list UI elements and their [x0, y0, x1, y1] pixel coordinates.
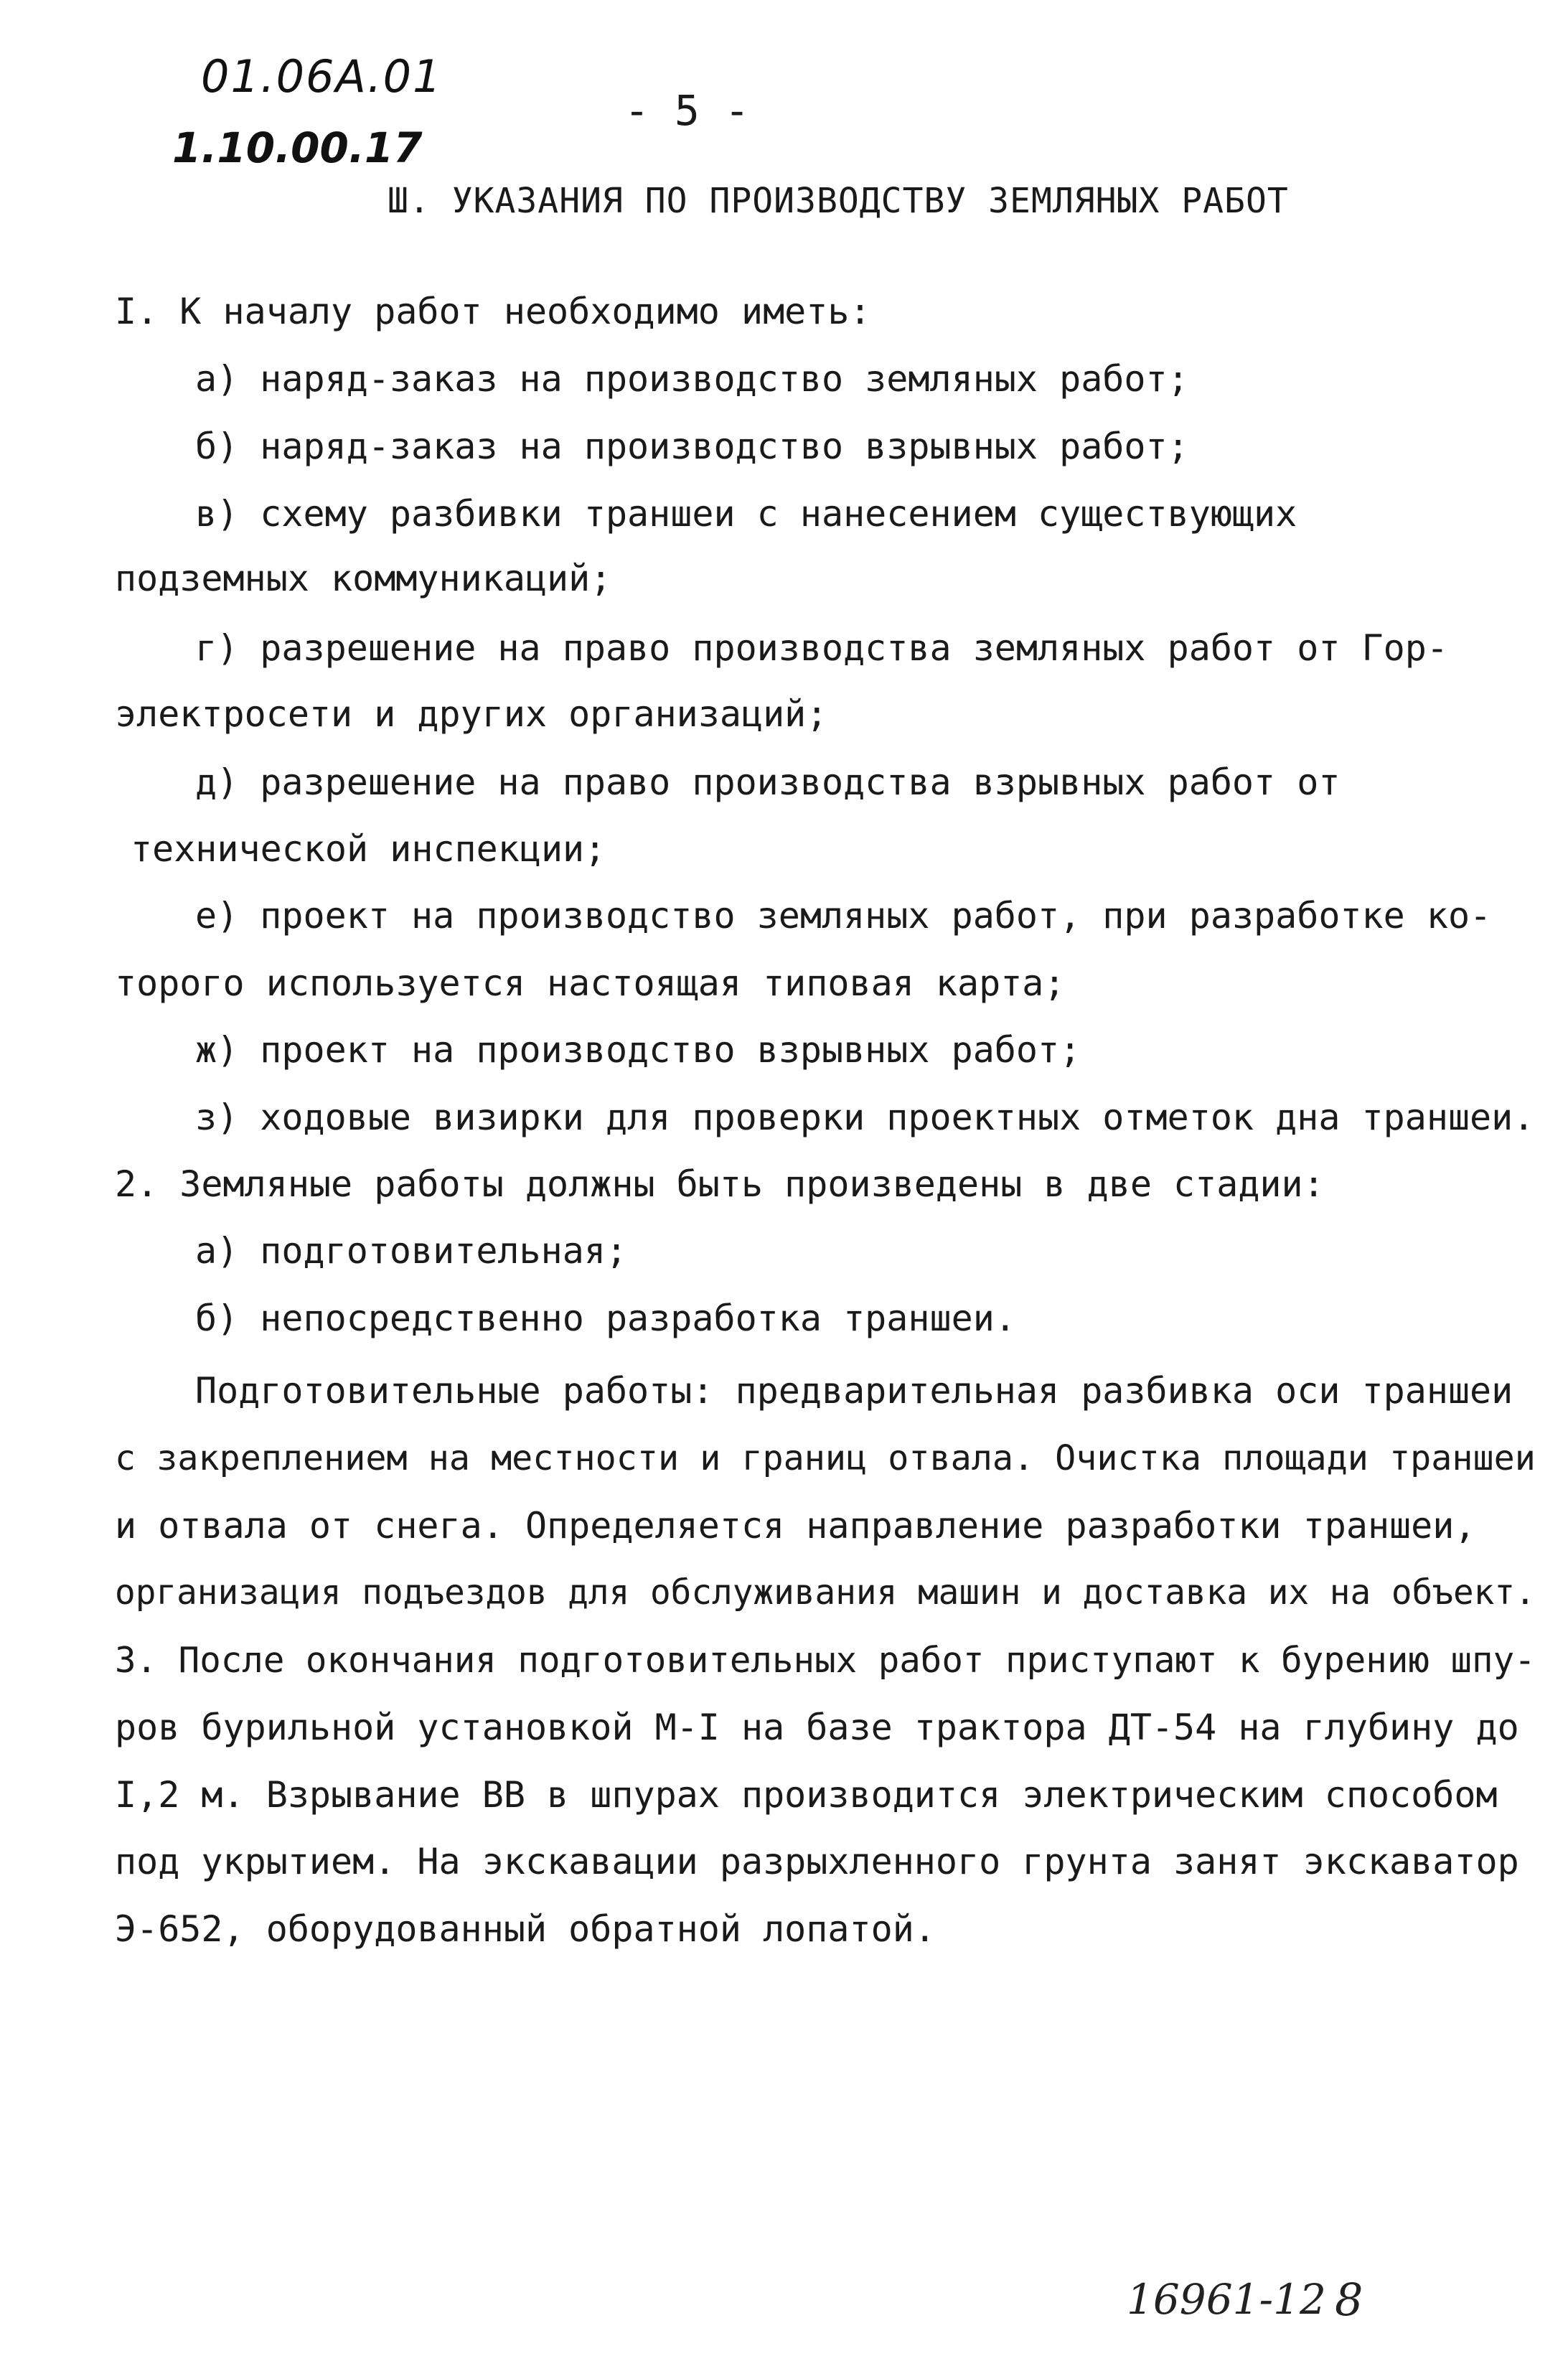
text-line: ров бурильной установкой М-I на базе трактора ДТ-54 на глубину до [115, 1707, 1519, 1748]
text-line: торого используется настоящая типовая карта; [115, 962, 1066, 1004]
text-line: Э-652, оборудованный обратной лопатой. [115, 1908, 936, 1950]
text-line: I. К началу работ необходимо иметь: [115, 291, 871, 332]
text-line: технической инспекции; [131, 828, 606, 870]
text-line: организация подъездов для обслуживания машин и доставка их на объект. [115, 1573, 1536, 1613]
text-line: подземных коммуникаций; [115, 558, 612, 599]
sheet-number: 8 [1335, 2274, 1363, 2326]
text-line: электросети и других организаций; [115, 693, 828, 735]
text-line: и отвала от снега. Определяется направление разработки траншеи, [115, 1505, 1476, 1547]
text-line: в) схему разбивки траншеи с нанесением существующих [195, 493, 1297, 535]
text-line: I,2 м. Взрывание ВВ в шпурах производится электрическим способом [115, 1774, 1498, 1816]
text-line: г) разрешение на право производства земляных работ от Гор- [195, 627, 1448, 669]
section-title: Ш. УКАЗАНИЯ ПО ПРОИЗВОДСТВУ ЗЕМЛЯНЫХ РАБОТ [388, 181, 1289, 221]
text-line: под укрытием. На экскавации разрыхленного грунта занят экскаватор [115, 1841, 1519, 1882]
text-line: б) наряд-заказ на производство взрывных работ; [195, 426, 1189, 467]
page-number: - 5 - [624, 86, 750, 135]
text-line: а) наряд-заказ на производство земляных работ; [195, 358, 1189, 400]
text-line: з) ходовые визирки для проверки проектных отметок дна траншеи. [195, 1097, 1535, 1138]
text-line: б) непосредственно разработка траншеи. [195, 1298, 1016, 1339]
text-line: с закреплением на местности и границ отвала. Очистка площади траншеи [115, 1438, 1536, 1478]
text-line: е) проект на производство земляных работ, при разработке ко- [195, 895, 1492, 937]
text-line: а) подготовительная; [195, 1230, 628, 1272]
text-line: 3. После окончания подготовительных работ приступают к бурению шпу- [115, 1639, 1536, 1681]
text-line: ж) проект на производство взрывных работ; [195, 1029, 1081, 1071]
archive-number: 16961-12 [1127, 2275, 1326, 2324]
document-code-line1: 01.06А.01 [201, 50, 443, 103]
document-code-line2: 1.10.00.17 [172, 123, 423, 172]
text-line: 2. Земляные работы должны быть произведены в две стадии: [115, 1163, 1325, 1205]
text-line: д) разрешение на право производства взрывных работ от [195, 761, 1341, 803]
text-line: Подготовительные работы: предварительная разбивка оси траншеи [195, 1370, 1513, 1412]
